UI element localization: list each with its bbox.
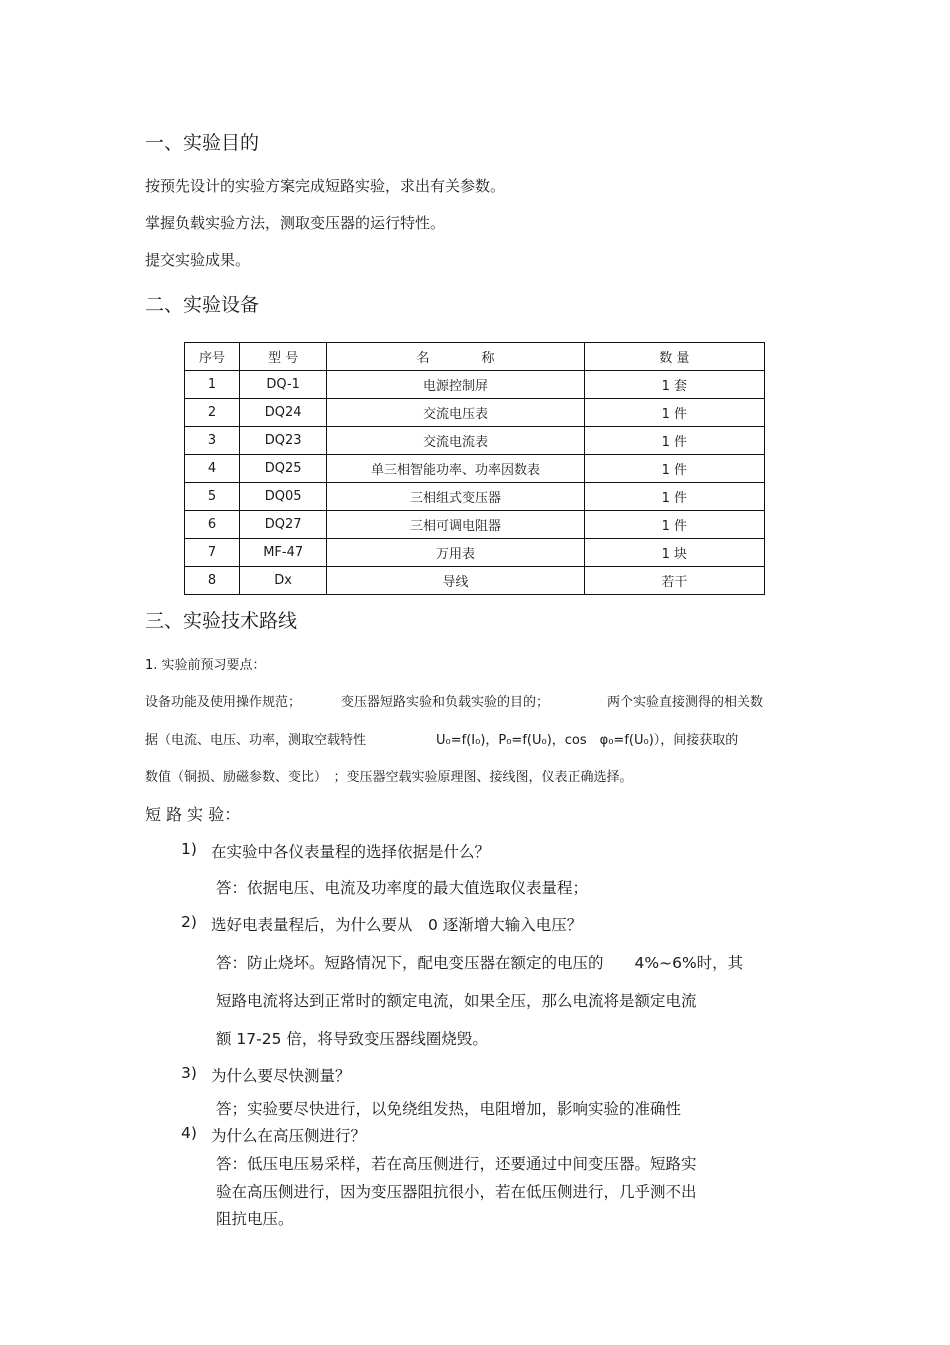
cell-quantity: 1 块 <box>584 539 764 567</box>
table-header-row <box>185 343 765 371</box>
cell-index: 8 <box>185 567 240 595</box>
answer-2-line-3: 额 17-25 倍，将导致变压器线圈烧毁。 <box>216 1030 488 1048</box>
prep-line-1c: 两个实验直接测得的相关数 <box>607 695 764 710</box>
table-row <box>185 539 765 567</box>
question-4: 为什么在高压侧进行？ <box>211 1127 367 1145</box>
table-row <box>185 511 765 539</box>
cell-name: 电源控制屏 <box>327 371 584 399</box>
cell-name: 导线 <box>327 567 584 595</box>
cell-model: Dx <box>240 567 327 595</box>
cell-index: 6 <box>185 511 240 539</box>
cell-name: 交流电压表 <box>327 399 584 427</box>
answer-1: 答：依据电压、电流及功率度的最大值选取仪表量程； <box>216 879 589 897</box>
cell-index: 3 <box>185 427 240 455</box>
cell-index: 4 <box>185 455 240 483</box>
prep-line-3: 数值（铜损、励磁参数、变比） ；变压器空载实验原理图、接线图，仪表正确选择。 <box>145 770 633 785</box>
cell-name: 万用表 <box>327 539 584 567</box>
cell-quantity: 1 件 <box>584 427 764 455</box>
cell-model: DQ23 <box>240 427 327 455</box>
answer-2-line-1: 答：防止烧坏。短路情况下，配电变压器在额定的电压的 4%~6%时，其 <box>216 954 744 972</box>
cell-quantity: 1 件 <box>584 399 764 427</box>
cell-model: DQ27 <box>240 511 327 539</box>
question-3-number: 3) <box>181 1064 197 1082</box>
section-title-purpose: 一、实验目的 <box>145 132 260 154</box>
table-row <box>185 371 765 399</box>
cell-model: DQ25 <box>240 455 327 483</box>
purpose-item-1: 按预先设计的实验方案完成短路实验，求出有关参数。 <box>145 177 506 195</box>
cell-quantity: 1 套 <box>584 371 764 399</box>
prep-line-1a: 设备功能及使用操作规范； <box>145 695 302 710</box>
question-1: 在实验中各仪表量程的选择依据是什么？ <box>211 843 491 861</box>
cell-name: 单三相智能功率、功率因数表 <box>327 455 584 483</box>
question-4-number: 4) <box>181 1124 197 1142</box>
question-3: 为什么要尽快测量？ <box>211 1067 351 1085</box>
cell-name: 三相可调电阻器 <box>327 511 584 539</box>
question-1-number: 1) <box>181 840 197 858</box>
table-row <box>185 455 765 483</box>
cell-quantity: 1 件 <box>584 511 764 539</box>
header-name: 名 称 <box>327 343 584 371</box>
prep-line-1b: 变压器短路实验和负载实验的目的； <box>341 695 550 710</box>
short-circuit-title: 短 路 实 验： <box>145 805 241 824</box>
cell-model: MF-47 <box>240 539 327 567</box>
table-row <box>185 483 765 511</box>
answer-4-line-1: 答：低压电压易采样，若在高压侧进行，还要通过中间变压器。短路实 <box>216 1155 697 1173</box>
answer-3: 答；实验要尽快进行，以免绕组发热，电阻增加，影响实验的准确性 <box>216 1100 682 1118</box>
answer-4-line-2: 验在高压侧进行，因为变压器阻抗很小，若在低压侧进行，几乎测不出 <box>216 1183 697 1201</box>
question-2-number: 2) <box>181 913 197 931</box>
cell-quantity: 1 件 <box>584 455 764 483</box>
table-row <box>185 427 765 455</box>
header-index: 序号 <box>185 343 240 371</box>
cell-model: DQ24 <box>240 399 327 427</box>
cell-quantity: 若干 <box>584 567 764 595</box>
cell-index: 5 <box>185 483 240 511</box>
question-2: 选好电表量程后，为什么要从 0 逐渐增大输入电压？ <box>211 916 583 934</box>
header-quantity: 数 量 <box>584 343 764 371</box>
cell-index: 1 <box>185 371 240 399</box>
cell-model: DQ05 <box>240 483 327 511</box>
section-title-route: 三、实验技术路线 <box>145 610 298 632</box>
purpose-item-3: 提交实验成果。 <box>145 251 251 269</box>
answer-2-line-2: 短路电流将达到正常时的额定电流，如果全压，那么电流将是额定电流 <box>216 992 697 1010</box>
table-row <box>185 399 765 427</box>
header-model: 型 号 <box>240 343 327 371</box>
cell-name: 三相组式变压器 <box>327 483 584 511</box>
table-row <box>185 567 765 595</box>
prep-title: 1. 实验前预习要点： <box>145 658 266 673</box>
equipment-table <box>184 342 765 595</box>
cell-index: 7 <box>185 539 240 567</box>
cell-name: 交流电流表 <box>327 427 584 455</box>
prep-line-2b: U₀=f(I₀)，P₀=f(U₀)，cos φ₀=f(U₀)），间接获取的 <box>436 733 739 748</box>
cell-index: 2 <box>185 399 240 427</box>
prep-line-2a: 据（电流、电压、功率，测取空载特性 <box>145 733 367 748</box>
answer-4-line-3: 阻抗电压。 <box>216 1210 294 1228</box>
cell-model: DQ-1 <box>240 371 327 399</box>
section-title-equipment: 二、实验设备 <box>145 294 260 316</box>
purpose-item-2: 掌握负载实验方法，测取变压器的运行特性。 <box>145 214 446 232</box>
cell-quantity: 1 件 <box>584 483 764 511</box>
